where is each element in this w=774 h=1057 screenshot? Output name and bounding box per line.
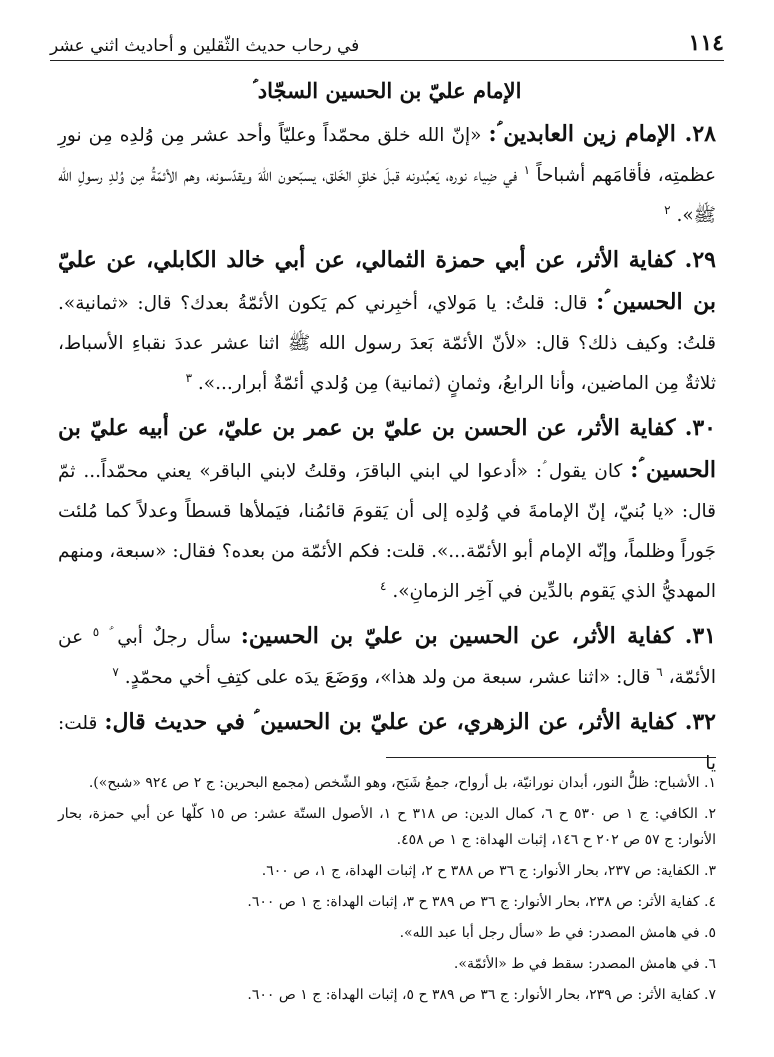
footnote-marker[interactable]: ٧: [112, 664, 119, 679]
hadith-entry: [58, 616, 716, 698]
page-header: [50, 22, 724, 61]
entry-text: قال: قلتُ: يا مَولاي، أخبِرني كم يَكون الأئمّةُ بعدك؟ قال: «ثمانية». قلتُ: وكيف ذلك؟ قال: «لأنّ الأئمّة بَعدَ رسول الله ﷺ اثنا عشر عددَ نقباءِ الأسباط، ثلاثةٌ مِن الماضين، وأنا الرابعُ، وثمانٍ (ثمانية) مِن وُلدي أئمّةٌ أبرار...».: [58, 293, 716, 394]
main-text: [58, 114, 716, 788]
footnote-divider: [386, 757, 716, 758]
page-number: ١١٤: [688, 30, 724, 56]
footnote-item: ٤. كفاية الأثر: ص ٢٣٨، بحار الأنوار: ج ٣٦ ص ٣٨٩ ح ٣، إثبات الهداة: ج ١ ص ٦٠٠.: [247, 894, 716, 910]
entry-lead: ٣٠. كفاية الأثر، عن الحسن بن عليّ بن عمر بن عليّ، عن أبيه عليّ بن الحسين ؑ:: [58, 415, 716, 483]
entry-lead: ٢٩. كفاية الأثر، عن أبي حمزة الثمالي، عن أبي خالد الكابلي، عن عليّ بن الحسين ؑ:: [58, 247, 716, 315]
entry-text: عن الأئمّة،: [58, 627, 716, 688]
entry-text: «إنّ الله خلق محمّداً وعليّاً وأحد عشر مِن وُلدِه مِن نورِ عظمتِه، فأقامَهم أشباحاً: [58, 125, 716, 186]
running-title: في رحاب حديث الثّقلين و أحاديث اثني عشر: [50, 36, 360, 56]
entry-text: في ضِياء نوره، يَعبُدونه قبلَ خلقِ الخَلق، يسبّحون اللهَ ويقدّسونه، وهم الأئمّةُ مِن وُلدِ رسولِ الله ﷺ».: [58, 165, 716, 226]
footnote-item: ٧. كفاية الأثر: ص ٢٣٩، بحار الأنوار: ج ٣٦ ص ٣٨٩ ح ٥، إثبات الهداة: ج ١ ص ٦٠٠.: [247, 987, 716, 1003]
footnotes: [58, 770, 716, 1013]
footnote-marker[interactable]: ٤: [379, 578, 387, 593]
hadith-entry: [58, 114, 716, 236]
entry-lead: ٣٢. كفاية الأثر، عن الزهري، عن عليّ بن الحسين ؑ في حديث قال:: [104, 709, 716, 735]
entry-text: سأل رجلٌ أبي ؑ: [108, 627, 232, 648]
hadith-entry: [58, 408, 716, 612]
footnote-item: ٥. في هامش المصدر: في ط «سأل رجل أبا عبد الله».: [399, 925, 716, 941]
footnote-item: ٢. الكافي: ج ١ ص ٥٣٠ ح ٦، كمال الدين: ص ٣١٨ ح ١، الأصول الستّة عشر: ص ١٥ كلّها عن أبي حمزة، بحار الأنوار: ج ٥٧ ص ٢٠٢ ح ١٤٦، إثبات الهداة: ج ١ ص ٤٥٨.: [58, 806, 716, 848]
entry-text: قال: «اثنا عشر، سبعة من ولد هذا»، ووَضَعَ يدَه على كتِفِ أخي محمّدٍ.: [124, 667, 651, 688]
footnote-marker[interactable]: ٥: [92, 624, 100, 639]
entry-lead: ٢٨. الإمام زين العابدين ؑ:: [488, 121, 716, 147]
entry-text: كان يقول ؑ: «أدعوا لي ابني الباقرَ، وقلتُ لابني الباقر» يعني محمّداً... ثمّ قال: «يا بُنيّ، إنّ الإمامةَ في وُلدِه إلى أن يَقومَ قائمُنا، فيَملأها قسطاً وعدلاً كما مُلئت جَوراً وظلماً، وإنّه الإمام أبو الأئمّة...». قلت: فكم الأئمّة من بعده؟ فقال: «سبعة، ومنهم المهديُّ الذي يَقوم بالدِّين في آخِر الزمانِ».: [58, 461, 716, 602]
footnote-marker[interactable]: ٣: [185, 370, 193, 385]
footnote-marker[interactable]: ٢: [664, 202, 671, 217]
entry-lead: ٣١. كفاية الأثر، عن الحسين بن عليّ بن الحسين:: [240, 623, 716, 649]
footnote-item: ٦. في هامش المصدر: سقط في ط «الأئمّة».: [453, 956, 716, 972]
footnote-item: ٣. الكفاية: ص ٢٣٧، بحار الأنوار: ج ٣٦ ص ٣٨٨ ح ٢، إثبات الهداة، ج ١، ص ٦٠٠.: [261, 863, 716, 879]
footnote-marker[interactable]: ١: [523, 162, 531, 177]
entry-text: قلت: يا: [58, 713, 716, 774]
footnote-marker[interactable]: ٦: [656, 664, 663, 679]
chapter-title: الإمام عليّ بن الحسين السجّاد ؑ: [252, 78, 522, 103]
footnote-item: ١. الأشباح: ظلُّ النور، أبدان نورانيّة، بل أرواح، جمعُ شَبَح، وهو الشّخص (مجمع البحرين: ج ٢ ص ٩٢٤ «شبح»).: [88, 775, 716, 791]
hadith-entry: [58, 240, 716, 404]
